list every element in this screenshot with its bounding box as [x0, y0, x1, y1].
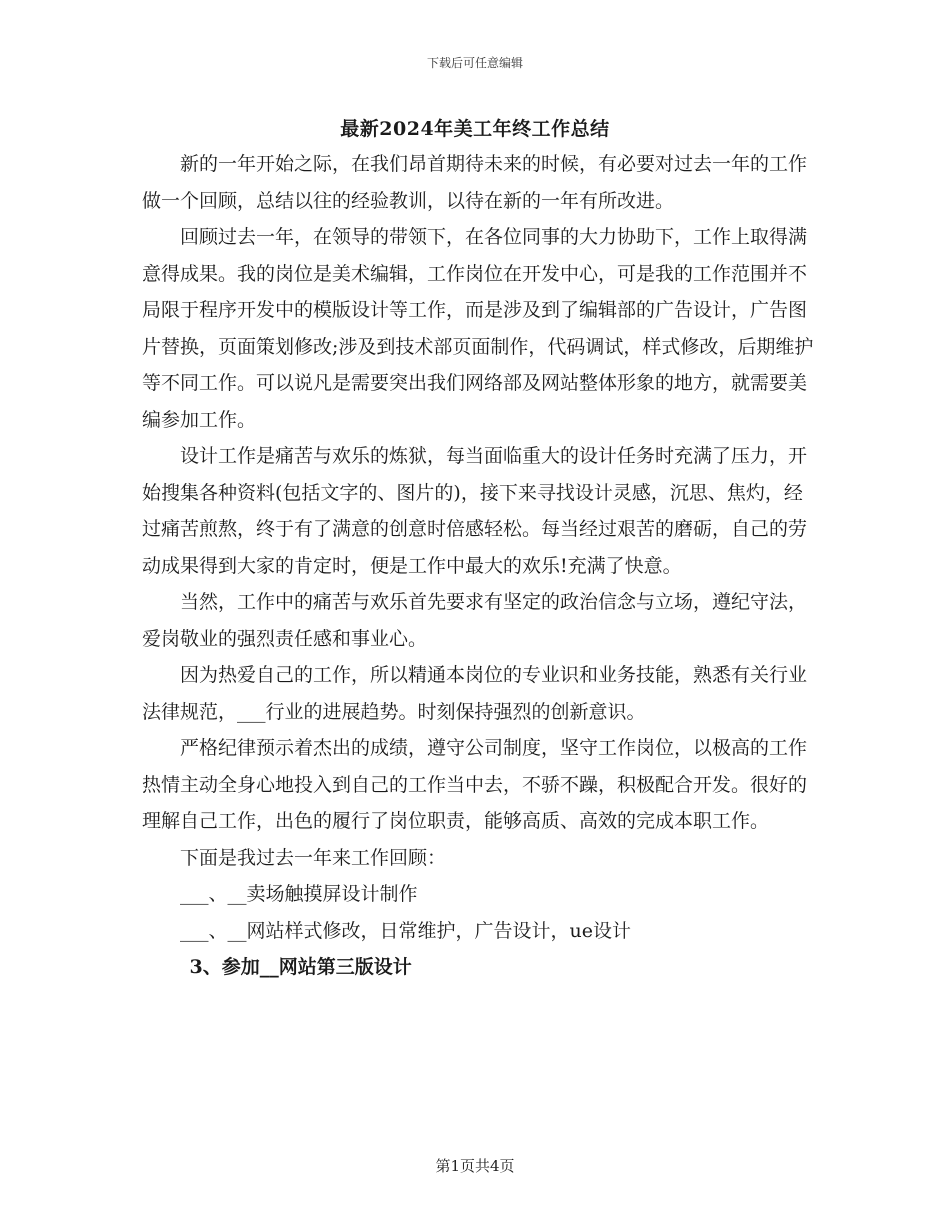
section-heading: 3、参加__网站第三版设计 — [189, 956, 412, 978]
header-note: 下载后可任意编辑 — [426, 56, 523, 70]
paragraph: 因为热爱自己的工作，所以精通本岗位的专业识和业务技能，熟悉有关行业法律规范，___行业的进展趋势。时刻保持强烈的创新意识。 — [142, 664, 808, 723]
list-item: ___、__网站样式修改，日常维护，广告设计，ue设计 — [180, 919, 631, 942]
list-item: ___、__卖场触摸屏设计制作 — [180, 883, 418, 905]
document-title: 最新2024年美工年终工作总结 — [340, 118, 610, 140]
paragraph: 新的一年开始之际，在我们昂首期待未来的时候，有必要对过去一年的工作做一个回顾，总结以往的经验教训，以待在新的一年有所改进。 — [142, 153, 808, 212]
paragraph: 设计工作是痛苦与欢乐的炼狱，每当面临重大的设计任务时充满了压力，开始搜集各种资料(包括文字的、图片的)，接下来寻找设计灵感，沉思、焦灼，经过痛苦煎熬，终于有了满意的创意时倍感轻松。每当经过艰苦的磨砺，自己的劳动成果得到大家的肯定时，便是工作中最大的欢乐!充满了快意。 — [142, 445, 808, 577]
paragraph: 当然，工作中的痛苦与欢乐首先要求有坚定的政治信念与立场，遵纪守法，爱岗敬业的强烈责任感和事业心。 — [142, 591, 808, 650]
document-body — [142, 146, 818, 986]
page-indicator: 第1页共4页 — [435, 1157, 515, 1175]
paragraph: 严格纪律预示着杰出的成绩，遵守公司制度，坚守工作岗位，以极高的工作热情主动全身心地投入到自己的工作当中去，不骄不躁，积极配合开发。很好的理解自己工作，出色的履行了岗位职责，能够高质、高效的完成本职工作。 — [142, 737, 808, 832]
paragraph: 下面是我过去一年来工作回顾： — [180, 846, 447, 869]
paragraph: 回顾过去一年，在领导的带领下，在各位同事的大力协助下，工作上取得满意得成果。我的岗位是美术编辑，工作岗位在开发中心，可是我的工作范围并不局限于程序开发中的模版设计等工作，而是涉及到了编辑部的广告设计，广告图片替换，页面策划修改;涉及到技术部页面制作，代码调试，样式修改，后期维护等不同工作。可以说凡是需要突出我们网络部及网站整体形象的地方，就需要美编参加工作。 — [142, 226, 814, 431]
